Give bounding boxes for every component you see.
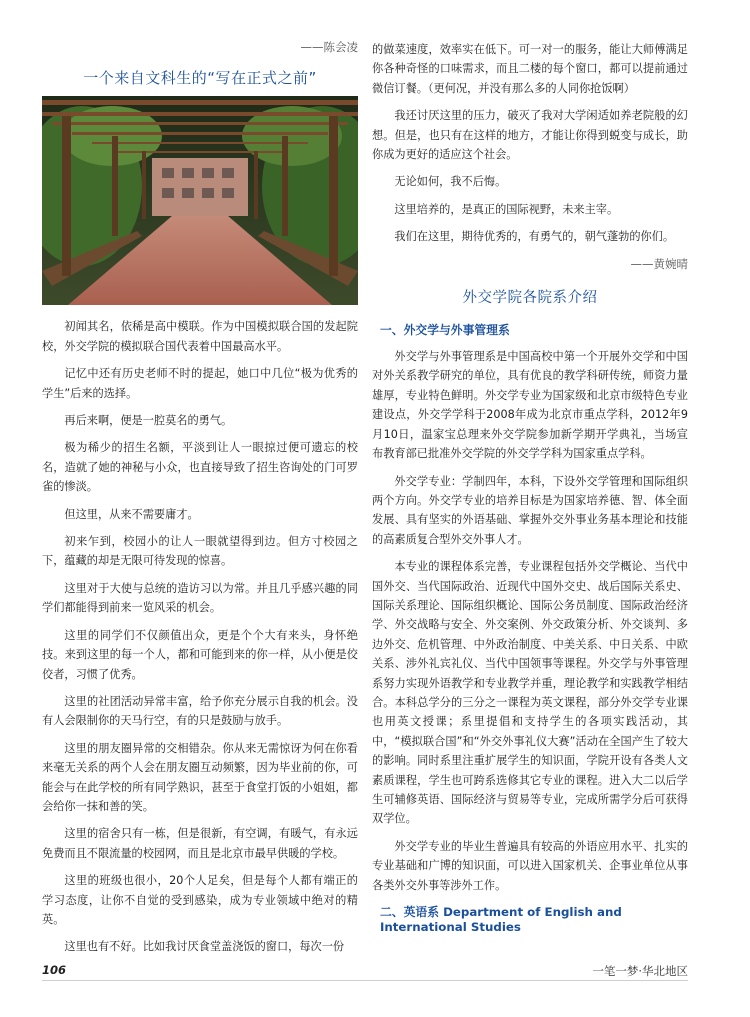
paragraph: 初来乍到，校园小的让人一眼就望得到边。但方寸校园之下，蕴藏的却是无限可待发现的惊喜。 [42,535,358,568]
right-column [372,0,688,943]
paragraph: 外交学与外事管理系是中国高校中第一个开展外交学和中国对外关系教学研究的单位，具有优良的教学科研传统，师资力量雄厚，专业特色鲜明。外交学专业为国家级和北京市级特色专业建设点，外交学学科于2008年成为北京市重点学科，2012年9月10日，温家宝总理来外交学院参加新学期开学典礼，当场宣布教育部已批准外交学院的外交学学科为国家重点学科。 [372,350,688,461]
paragraph: 这里的朋友圈异常的交相错杂。你从来无需惊讶为何在你看来毫无关系的两个人会在朋友圈互动频繁，因为毕业前的你，可能会与在此学校的所有同学熟识，甚至于食堂打饭的小姐姐，都会给你一抹和善的笑。 [42,741,358,813]
paragraph: 这里培养的，是真正的国际视野，未来主宰。 [394,202,619,216]
paragraph: 的做菜速度，效率实在低下。可一对一的服务，能让大师傅满足你各种奇怪的口味需求，而且二楼的每个窗口，都可以提前通过微信订餐。（更何况，并没有那么多的人同你抢饭啊） [372,43,688,95]
left-column [42,0,358,965]
paragraph: 这里的同学们不仅颜值出众，更是个个大有来头，身怀绝技。来到这里的每一个人，都和可能到来的你一样，从小便是佼佼者，习惯了优秀。 [42,628,358,681]
paragraph: 再后来啊，便是一腔莫名的勇气。 [64,414,233,428]
sub-heading: 一、外交学与外事管理系 [380,323,510,338]
paragraph: 这里对于大使与总统的造访习以为常。并且几乎感兴趣的同学们都能得到前来一览风采的机会。 [42,581,358,615]
book-title: 一笔一梦·华北地区 [592,964,688,978]
article-title: 一个来自文科生的“写在正式之前” [83,69,317,88]
page-number: 106 [42,963,67,977]
paragraph: 这里的班级也很小，20个人足矣，但是每个人都有端正的学习态度，让你不自觉的受到感染，成为专业领域中绝对的精英。 [42,874,358,926]
paragraph: 外交学专业：学制四年，本科，下设外交学管理和国际组织两个方向。外交学专业的培养目标是为国家培养德、智、体全面发展、具有坚实的外语基础、掌握外交外事业务基本理论和技能的高素质复合型外交外事人才。 [372,474,688,546]
paragraph: 记忆中还有历史老师不时的提起，她口中几位“极为优秀的学生”后来的选择。 [42,367,358,400]
signature: ——黄婉晴 [630,256,688,271]
paragraph: 我还讨厌这里的压力，破灭了我对大学闲适如养老院般的幻想。但是，也只有在这样的地方，才能让你得到蜕变与成长，助你成为更好的适应这个社会。 [372,109,688,162]
paragraph: 极为稀少的招生名额，平淡到让人一眼掠过便可遗忘的校名，造就了她的神秘与小众，也直接导致了招生咨询处的门可罗雀的惨淡。 [42,441,358,494]
paragraph: 但这里，从来不需要庸才。 [64,507,199,521]
section-title: 外交学院各院系介绍 [462,290,598,307]
paragraph: 这里也有不好。比如我讨厌食堂盖浇饭的窗口，每次一份 [64,940,345,954]
paragraph: 本专业的课程体系完善，专业课程包括外交学概论、当代中国外交、当代国际政治、近现代中国外交史、战后国际关系史、国际关系理论、国际组织概论、国际公务员制度、国际政治经济学、外交战略与安全、外交案例、外交政策分析、外交谈判、多边外交、危机管理、中外政治制度、中美关系、中日关系、中欧关系、涉外礼宾礼仪、当代中国领事等课程。外交学与外事管理系努力实现外语教学和专业教学并重，理论教学和实践教学相结合。本科总学分的三分之一课程为英文课程，部分外交学专业课也用英文授课；系里提倡和支持学生的各项实践活动，其中，“模拟联合国”和“外交外事礼仪大赛”活动在全国产生了较大的影响。同时系里注重扩展学生的知识面，学院开设有各类人文素质课程，学生也可跨系选修其它专业的课程。进入大二以后学生可辅修英语、国际经济与贸易等专业，完成所需学分后可获得双学位。 [372,560,688,826]
paragraph: 这里的社团活动异常丰富，给予你充分展示自我的机会。没有人会限制你的天马行空，有的只是鼓励与放手。 [42,694,358,728]
paragraph: 这里的宿舍只有一栋，但是很新，有空调，有暖气，有永远免费而且不限流量的校园网，而且是北京市最早供暖的学校。 [42,827,358,860]
top-signature: ——陈会凌 [300,40,358,54]
campus-pergola-photo [42,96,358,305]
footer-divider [42,980,688,981]
sub-heading: 二、英语系 Department of English and International Studies [380,905,622,935]
paragraph: 外交学专业的毕业生普遍具有较高的外语应用水平、扎实的专业基础和广博的知识面，可以进入国家机关、企事业单位从事各类外交外事等涉外工作。 [372,839,688,892]
paragraph: 我们在这里，期待优秀的，有勇气的，朝气蓬勃的你们。 [394,230,675,244]
paragraph: 无论如何，我不后悔。 [394,175,507,189]
paragraph: 初闻其名，依稀是高中模联。作为中国模拟联合国的发起院校，外交学院的模拟联合国代表着中国最高水平。 [42,320,358,353]
